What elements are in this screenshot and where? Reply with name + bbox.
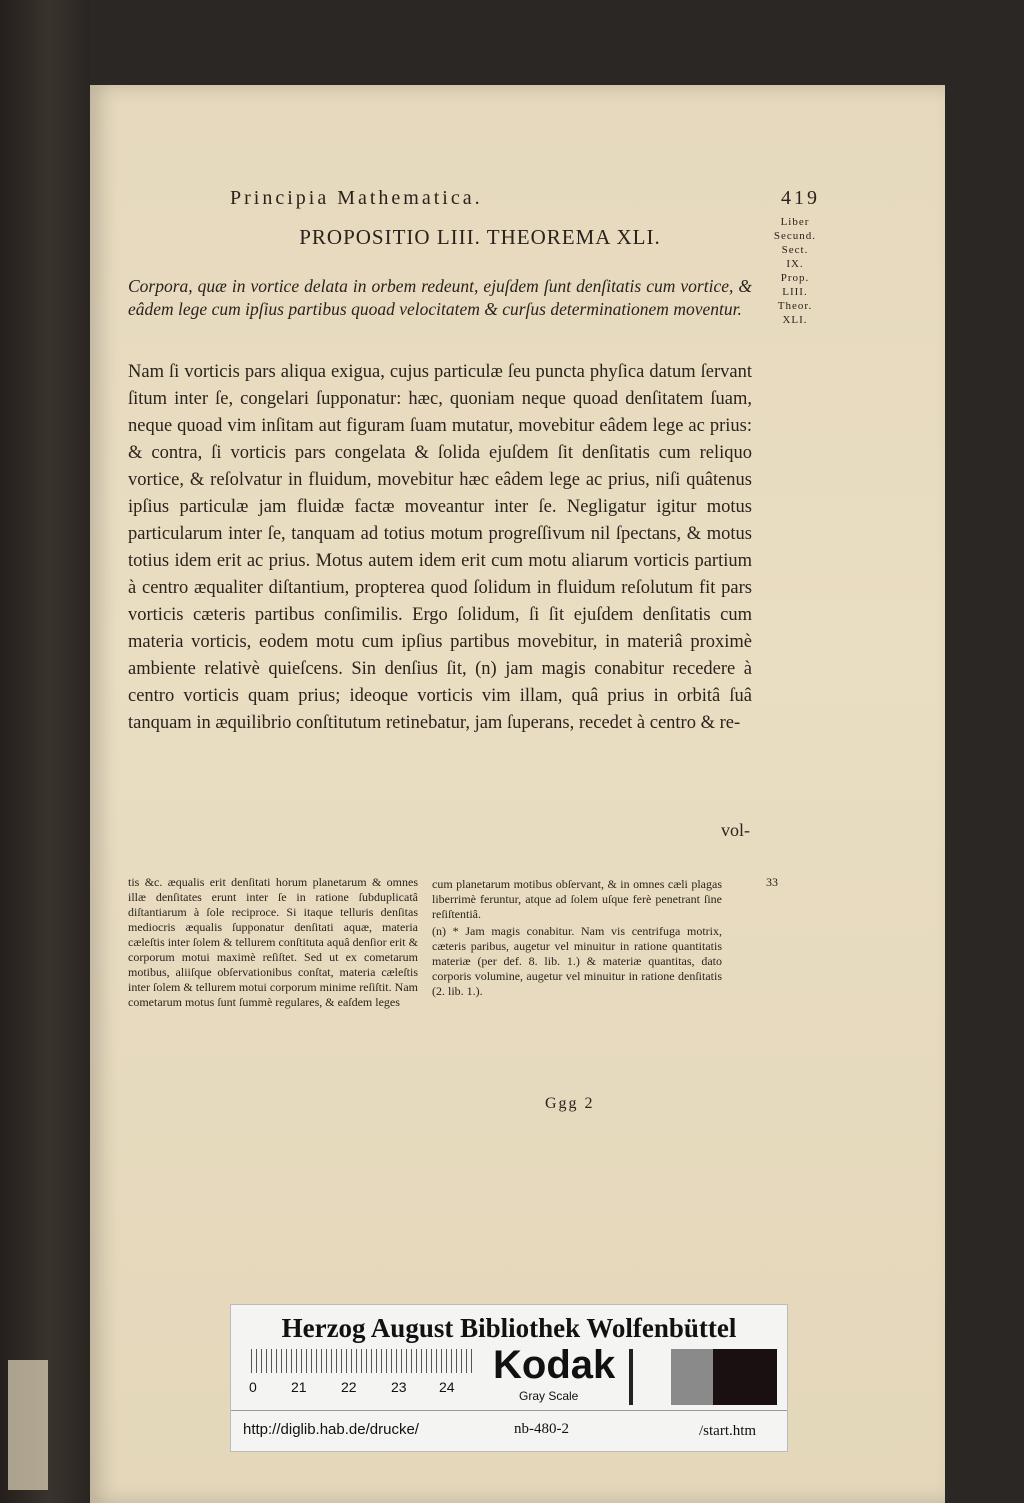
footnote-margin-number: 33	[766, 875, 778, 889]
footnote-left: tis &c. æqualis erit denſitati horum planetarum & omnes illæ denſitates erunt inter ſe in ratione ſubduplicatâ diſtantiarum à ſole reciproce. Si itaque telluris denſitas mediocris æqualis ſupponatur denſitati aquæ, materia cæleſtis inter ſolem & tellurem conſtituta aquâ denſior erit & corporum motui maximè reſiſtet. Sed ut ex cometarum motibus, aliiſque obſervationibus conſtat, materia cæleſtis inter ſolem & tellurem motui corporum minime reſiſtit. Nam cometarum motus ſunt ſummè regulares, & eaſdem leges	[128, 875, 418, 1009]
proposition-title: PROPOSITIO LIII. THEOREMA XLI.	[299, 225, 661, 249]
book-binding	[0, 0, 90, 1503]
gray-patch	[629, 1349, 633, 1405]
library-name: Herzog August Bibliothek Wolfenbüttel	[281, 1313, 737, 1343]
footnote-right-paragraph: (n) * Jam magis conabitur. Nam vis centrifuga motrix, cæteris paribus, augetur vel minuitur in ratione quantitatis materiæ (per def. 8. lib. 1.) & materiæ quantitas, dato corporis volumine, augetur vel minuitur in ratione denſitatis (2. lib. 1.).	[432, 924, 722, 998]
margin-note-line: Liber	[780, 216, 810, 228]
shelfmark: nb-480-2	[514, 1421, 569, 1437]
gray-scale-label: Gray Scale	[519, 1389, 579, 1403]
margin-note	[760, 215, 830, 327]
signature-mark: Ggg 2	[545, 1095, 595, 1112]
footnote-right-paragraph: cum planetarum motibus obſervant, & in omnes cæli plagas liberrimè feruntur, atque ad ſolem uſque ferè penetrant ſine reſiſtentiâ.	[432, 877, 722, 921]
book-page	[90, 85, 945, 1503]
gray-patch	[671, 1349, 713, 1405]
margin-note-line: Sect.	[781, 244, 809, 256]
margin-note-line: IX.	[786, 258, 804, 270]
source-url: http://diglib.hab.de/drucke/	[243, 1421, 419, 1438]
gray-patch	[713, 1349, 777, 1405]
margin-note-line: Secund.	[773, 230, 817, 242]
catchword: vol-	[721, 820, 750, 840]
scale-ruler	[251, 1349, 473, 1373]
footnote-right	[432, 875, 722, 999]
divider	[231, 1410, 787, 1411]
color-target-card	[230, 1304, 788, 1452]
margin-note-line: Prop.	[780, 272, 810, 284]
ruler-number: 21	[291, 1379, 307, 1395]
kodak-logo: Kodak	[493, 1343, 616, 1387]
enunciation: Corpora, quæ in vortice delata in orbem redeunt, ejuſdem ſunt denſitatis cum vortice, & eâdem lege cum ipſius partibus quoad velocitatem & curſus determinationem moventur.	[128, 276, 752, 319]
body-text: Nam ſi vorticis pars aliqua exigua, cujus particulæ ſeu puncta phyſica datum ſervant ſitum inter ſe, congelari ſupponatur: hæc, quoniam neque quoad denſitatem ſuam, neque quoad vim inſitam aut figuram ſuam mutatur, movebitur eâdem lege ac prius: & contra, ſi vorticis pars congelata & ſolida ejuſdem ſit denſitatis cum reliquo vortice, & reſolvatur in fluidum, movebitur hæc eâdem lege ac prius, niſi quâtenus ipſius particulæ jam fluidæ factæ moveantur inter ſe. Negligatur igitur motus particularum inter ſe, tanquam ad totius motum progreſſivum nil ſpectans, & motus totius idem erit ac prius. Motus autem idem erit cum motu aliarum vorticis partium à centro æqualiter diſtantium, propterea quod ſolidum in fluidum reſolutum fit pars vorticis cæteris partibus conſimilis. Ergo ſolidum, ſi ſit ejuſdem denſitatis cum materia vorticis, eodem motu cum ipſius partibus movebitur, in materiâ proximè ambiente relativè quieſcens. Sin denſius ſit, (n) jam magis conabitur recedere à centro vorticis quam prius; ideoque vorticis vim illam, quâ prius in orbitâ ſuâ tanquam in æquilibrio conſtitutum retinebatur, jam ſuperans, recedet à centro & re-	[128, 362, 752, 733]
spine-label	[8, 1360, 48, 1490]
margin-note-line: XLI.	[782, 314, 808, 326]
ruler-number: 23	[391, 1379, 407, 1395]
ruler-number: 0	[249, 1379, 257, 1395]
margin-note-line: Theor.	[777, 300, 813, 312]
ruler-number: 24	[439, 1379, 455, 1395]
start-path: /start.htm	[699, 1423, 757, 1439]
running-head-title: Principia Mathematica.	[230, 187, 483, 209]
ruler-number: 22	[341, 1379, 357, 1395]
page-number: 419	[781, 187, 820, 209]
margin-note-line: LIII.	[782, 286, 808, 298]
